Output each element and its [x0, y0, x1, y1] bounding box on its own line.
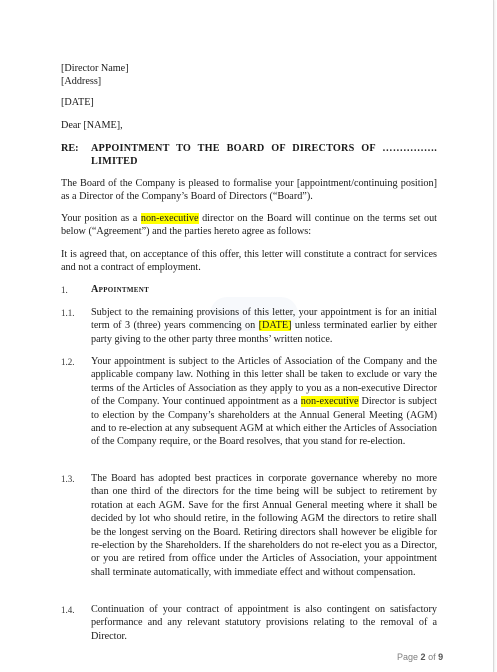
clause-1-1-text-b: unless terminated earlier by either party giving to the other party three months’ written notice. — [91, 320, 437, 345]
intro-2-text-b: director on the Board will continue on the terms set out below (“Agreement”) and the parties hereto agree as follows: — [61, 213, 437, 238]
clause-1-4: Continuation of your contract of appointment is also contingent on satisfactory performance and any relevant statutory provisions relating to the removal of a Director. — [91, 604, 437, 642]
subject-line-2: LIMITED — [91, 156, 138, 168]
clause-1-2 — [91, 355, 437, 449]
salutation: Dear [NAME], — [61, 120, 123, 131]
highlight-date: [DATE] — [258, 320, 292, 332]
intro-paragraph-2 — [61, 212, 437, 239]
letter-date: [DATE] — [61, 97, 94, 108]
address: [Address] — [61, 76, 102, 87]
page-number-footer — [397, 652, 443, 662]
page-total: 9 — [438, 652, 444, 662]
section-number: 1. — [61, 285, 68, 295]
clause-number-1-2: 1.2. — [61, 357, 75, 367]
highlight-non-executive-2: non-executive — [300, 396, 359, 408]
clause-number-1-3: 1.3. — [61, 474, 75, 484]
intro-2-text-a: Your position as a — [61, 213, 141, 224]
clause-1-2-text-b: Director is subject to election by the Company’s shareholders at the Annual General Meeting (AGM) and to re-election at any subsequent AGM at which either the Articles of Association of the Company require, or the Board resolves, that you stand for re-election. — [91, 396, 437, 448]
clause-1-3: The Board has adopted best practices in corporate governance whereby no more than one third of the directors for the time being will be subject to retirement by rotation at each AGM. Save for the first Annual General meeting where it shall be decided by lot who should retire, in the following AGM the directors to retire shall be the longest serving on the Board. Retiring directors shall however be eligible for re-election by the Shareholders. If the shareholders do not re-elect you as a Director, or you are retired from office under the Articles of Association, your appointment shall terminate automatically, with immediate effect and without compensation. — [91, 473, 437, 578]
clause-number-1-4: 1.4. — [61, 605, 75, 615]
subject-line-1: APPOINTMENT TO THE BOARD OF DIRECTORS OF ……………. — [91, 143, 437, 154]
intro-paragraph-1: The Board of the Company is pleased to formalise your [appointment/continuing position] as a Director of the Company’s Board of Directors (“Board”). — [61, 178, 437, 203]
section-heading: Appointment — [91, 284, 150, 295]
clause-number-1-1: 1.1. — [61, 308, 75, 318]
re-label: RE: — [61, 143, 79, 154]
clause-1-1-text-a: Subject to the remaining provisions of this letter, your appointment is for an initial term of 3 (three) years commencing on — [91, 307, 437, 332]
page-label: Page — [397, 652, 419, 662]
page-current: 2 — [420, 652, 426, 662]
intro-paragraph-3: It is agreed that, on acceptance of this offer, this letter will constitute a contract for services and not a contract of employment. — [61, 249, 437, 274]
highlight-non-executive: non-executive — [140, 213, 199, 224]
clause-1-2-text-a: Your appointment is subject to the Articles of Association of the Company and the applicable company law. Nothing in this letter shall be taken to exclude or vary the terms of the Articles of Association as they apply to you as a non-executive Director of the Company. Your continued appointment as a — [91, 356, 437, 408]
clause-1-1 — [91, 306, 437, 346]
subject-line — [91, 142, 437, 169]
director-name: [Director Name] — [61, 63, 129, 74]
page-of: of — [428, 652, 436, 662]
